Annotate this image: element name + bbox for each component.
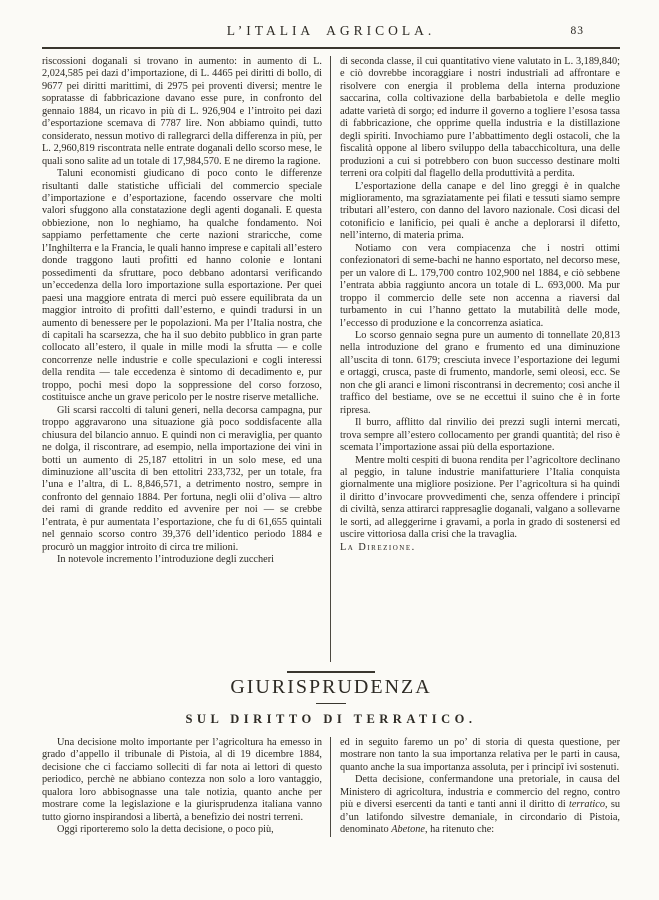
article-columns bbox=[42, 56, 620, 662]
article-right-column bbox=[331, 56, 620, 662]
journal-title: L’ITALIA AGRICOLA. bbox=[226, 23, 436, 38]
jurisprudence-right-column bbox=[331, 737, 620, 837]
paragraph: riscossioni doganali si trovano in aumento: in aumento di L. 2,024,585 pei dazi d’importazione, di L. 4465 pei diritti di bollo, di 9677 pei diritti marittimi, di 2975 pei proventi diversi; mentre le sopratasse di fabbricazione davano esse pure, in confronto del gennaio 1884, un ricavo in più di L. 926,904 e l’introito pei dazi d’esportazione scemava di 7787 lire. Non abbiamo quindi, tutto considerato, nessun motivo di rallegrarci della differenza in più, per L. 2,960,819 riscontrata nelle entrate doganali dello scorso mese, le quali sono salite ad un totale di 17,984,570. E ne diremo la ragione. bbox=[42, 56, 322, 167]
paragraph: Mentre molti cespiti di buona rendita per l’agricoltore declinano al peggio, in talune industrie manifatturiere l’Italia conquista giornalmente una migliore posizione. Per l’agricoltura si ha quindi il diritto d’invocare provvedimenti che, senza offendere i principî di civiltà, senza attirarci rappresaglie doganali, valgano a sollevarne le sorti, ad alleggerirne i gravami, a porla in grado di sostenersi ed uscire vittoriosa dalla crisi che la travaglia. bbox=[340, 454, 620, 541]
paragraph bbox=[340, 774, 620, 836]
section-title: GIURISPRUDENZA bbox=[230, 676, 432, 698]
masthead-rule bbox=[42, 47, 620, 49]
paragraph: Il burro, afflitto dal rinvilio dei prezzi sugli interni mercati, trova sempre all’estero collocamento per grandi quantità; del riso è scemata l’importazione assai più della esportazione. bbox=[340, 417, 620, 454]
paragraph-text: , su d’un latifondo silvestre demaniale, in circondario di Pistoia, denominato bbox=[340, 799, 621, 836]
term-abetone: Abetone bbox=[391, 824, 425, 836]
paragraph: Oggi riporteremo solo la detta decisione, o poco più, bbox=[57, 824, 274, 836]
paragraph: Gli scarsi raccolti di taluni generi, nella decorsa campagna, pur troppo aggravarono una situazione già poco soddisfacente alla chiusura del bilancio annuo. E quindi non ci meraviglia, per quanto ne dolga, il riscontrare, ad esempio, nella importazione dei vini in botti un aumento di 25,187 ettolitri in un solo mese, ed una diminuzione all’uscita di ben ettolitri 233,732, per un totale, fra l’una e l’altra, di L. 8,846,571, a detrimento nostro, sempre in confronto del gennaio 1884. Per fortuna, negli olii d’oliva — altro dei rami di grande reddito ed avvenire per noi — se crebbe l’entrata, è pur aumentata l’esportazione, che fu di 61,655 quintali nel gennaio scorso contro 39,376 dell’identico periodo 1884 e procurò un maggior introito di circa tre milioni. bbox=[42, 404, 322, 553]
masthead bbox=[42, 23, 620, 42]
jurisprudence-columns bbox=[42, 737, 620, 837]
jurisprudence-section bbox=[42, 676, 620, 837]
section-title-rule bbox=[316, 703, 346, 704]
term-terratico: terratico bbox=[568, 799, 606, 811]
paragraph: Notiamo con vera compiacenza che i nostri ottimi confezionatori di seme-bachi ne hanno esportato, nel decorso mese, per un valore di L. 179,700 contro 102,900 nel 1884, e ciò sebbene l’entrata abbia raggiunto ancora un totale di L. 693,000. Ma pur troppo il commercio delle sete non accenna a riaversi dal turbamento in cui l’hanno gettato la mutabilità delle mode, l’eccesso di produzione e la concorrenza asiatica. bbox=[340, 242, 620, 329]
article-left-column bbox=[42, 56, 331, 662]
paragraph: ed in seguito faremo un po’ di storia di questa questione, per mostrare non tanto la sua importanza relativa per le parti in causa, quanto anche la sua importanza assoluta, per i principî ivi sostenuti. bbox=[340, 737, 620, 773]
paragraph: Una decisione molto importante per l’agricoltura ha emesso in grado d’appello il tribunale di Pistoia, al di 19 dicembre 1884, decisione che ci facciamo solleciti di far nota ai lettori di questo periodico, perchè ne abbiano contezza non solo a loro vantaggio, qualora loro abbisognasse una tale notizia, quanto anche per mostrare come la legislazione e la giurisprudenza italiana vanno tutto giorno inspirandosi a libertà, a benefizio dei nostri terreni. bbox=[42, 737, 322, 823]
paragraph: di seconda classe, il cui quantitativo viene valutato in L. 3,189,840; e ciò dovrebbe incoraggiare i nostri industriali ad affrontare e risolvere con energia il problema della interna produzione saccarina, colla coltivazione della barbabietola e delle meglio adatte varietà di sorgo; ed indurre il governo a togliere l’esosa tassa di fabbricazione, che opprime quella industria e la distillazione degli spiriti. Invochiamo pure l’abbattimento degli ostacoli, che la fiscalità oppone al libero sviluppo della tabacchicoltura, una delle produzioni a cui si potrebbero con buon successo destinare molti terreni ora colpiti dal flagello della produttività a perdita. bbox=[340, 56, 620, 180]
paragraph: L’esportazione della canape e del lino greggi è in qualche miglioramento, ma sgraziatamente pei filati e tessuti siamo sempre tributari all’estero, con danno del lavoro nazionale. Così dicasi del cotonificio e lanificio, pei quali è anche a deplorarsi il difetto, nell’interno, di materia prima. bbox=[340, 180, 620, 242]
paragraph: Lo scorso gennaio segna pure un aumento di tonnellate 20,813 nella introduzione del grano e frumento ed una diminuzione all’uscita di tonn. 6179; cresciuta invece l’esportazione dei legumi e ortaggi, crusca, paste di frumento, mandorle, semi oleosi, ecc. Se non che gli aranci e limoni riscontransi in decremento; così anche il traffico del bestiame, ove se ne eccettui il suino che è in forte ripresa. bbox=[340, 329, 620, 416]
article-signature: La Direzione. bbox=[340, 541, 416, 553]
section-divider-rule bbox=[287, 671, 375, 673]
paragraph-text: Detta decisione, confermandone una pretoriale, in causa del Ministero di agricoltura, industria e commercio del regno, contro più e diversi esercenti da tanti e tanti anni il diritto di bbox=[340, 774, 620, 811]
paragraph: Taluni economisti giudicano di poco conto le differenze risultanti dalle statistiche ufficiali del commercio speciale d’importazione e d’esportazione, facendo osservare che molti valori sfuggono alla constatazione degli agenti doganali. E questa obbiezione, non lo neghiamo, ha qualche fondamento. Noi sappiamo perfettamente che certe nazioni straricche, come l’Inghilterra e la Francia, le quali hanno imprese e capitali all’estero donde traggono lauti profitti ed hanno colonie e lontani possedimenti da sfruttare, poco debbano adontarsi verificando un’eccedenza della loro importazione sulla esportazione. Per quei paesi una maggiore entrata di merci può essere equilibrata da un maggior introito di profitti dall’esterno, e quindi tradursi in un aumento di benessere per le popolazioni. Ma per l’Italia nostra, che di capitali ha scarsezza, che ha il suo debito pubblico in gran parte collocato all’estero, il quale in mille modi la sfrutta — e colle concorrenze nelle industrie e colle speculazioni e cogli interessi della rendita — tale eccedenza è sintomo di decadimento e, pur troppo, pochi mesi dopo la soppressione del corso forzoso, costituisce anche un grave pericolo per le nostre riserve metalliche. bbox=[42, 168, 322, 404]
paragraph-text: , ha ritenuto che: bbox=[424, 824, 495, 836]
paragraph: In notevole incremento l’introduzione degli zuccheri bbox=[57, 554, 275, 566]
page-number: 83 bbox=[570, 25, 584, 37]
section-subtitle: SUL DIRITTO DI TERRATICO. bbox=[185, 712, 477, 726]
jurisprudence-left-column bbox=[42, 737, 331, 837]
